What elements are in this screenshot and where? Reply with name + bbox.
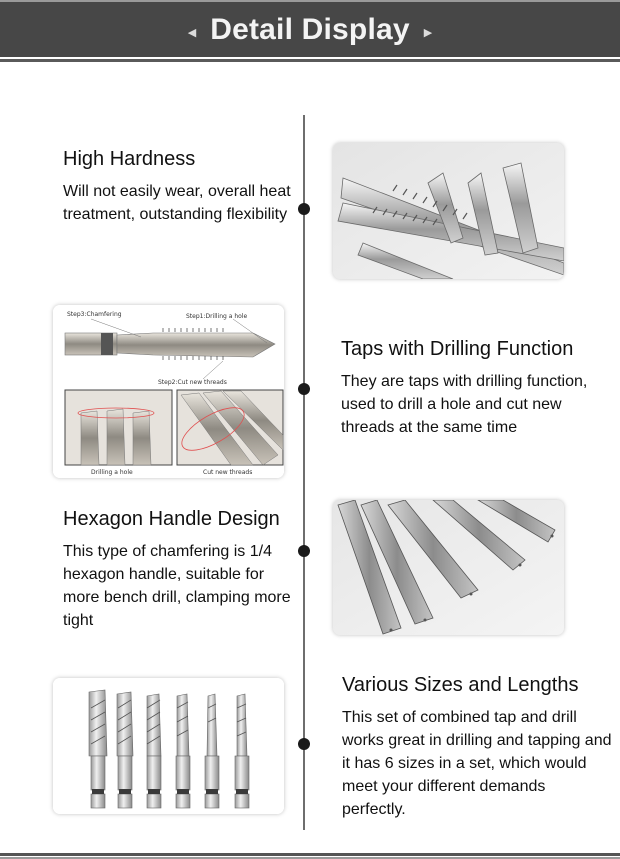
feature-high-hardness [63, 148, 293, 226]
header-divider-line [0, 59, 620, 62]
drill-tap-steps-diagram [53, 305, 284, 478]
timeline-dot [298, 545, 310, 557]
section-title: Detail Display [210, 12, 410, 46]
caption-threads: Cut new threads [203, 469, 253, 476]
timeline-line [303, 115, 305, 830]
step3-label: Step3:Chamfering [67, 311, 122, 318]
feature-title: Various Sizes and Lengths [342, 674, 579, 696]
feature-description: This set of combined tap and drill works great in drilling and tapping and it has 6 sizes in a set, which would meet your different demands perfectly. [342, 709, 612, 818]
feature-hexagon-handle [63, 508, 295, 632]
section-header [0, 2, 620, 57]
timeline-dot [298, 738, 310, 750]
timeline-dot [298, 383, 310, 395]
triangle-right-icon: ▶ [423, 27, 433, 39]
caption-drilling: Drilling a hole [91, 469, 133, 476]
step1-label: Step1:Drilling a hole [186, 313, 248, 320]
feature-title: High Hardness [63, 148, 196, 170]
hex-shank-handles-photo [333, 500, 564, 635]
spiral-taps-closeup-photo [333, 143, 564, 279]
feature-description: They are taps with drilling function, used to drill a hole and cut new threads at the same time [341, 373, 588, 436]
six-size-bits-photo [53, 678, 284, 814]
feature-title: Taps with Drilling Function [341, 338, 574, 360]
feature-description: This type of chamfering is 1/4 hexagon handle, suitable for more bench drill, clamping more tight [63, 543, 291, 629]
feature-taps-drilling [341, 338, 611, 439]
feature-title: Hexagon Handle Design [63, 508, 280, 530]
step2-label: Step2:Cut new threads [158, 379, 227, 386]
feature-various-sizes [342, 674, 612, 821]
triangle-left-icon: ◀ [187, 27, 197, 39]
feature-description: Will not easily wear, overall heat treatment, outstanding flexibility [63, 183, 291, 223]
timeline-dot [298, 203, 310, 215]
footer-divider [0, 853, 620, 856]
